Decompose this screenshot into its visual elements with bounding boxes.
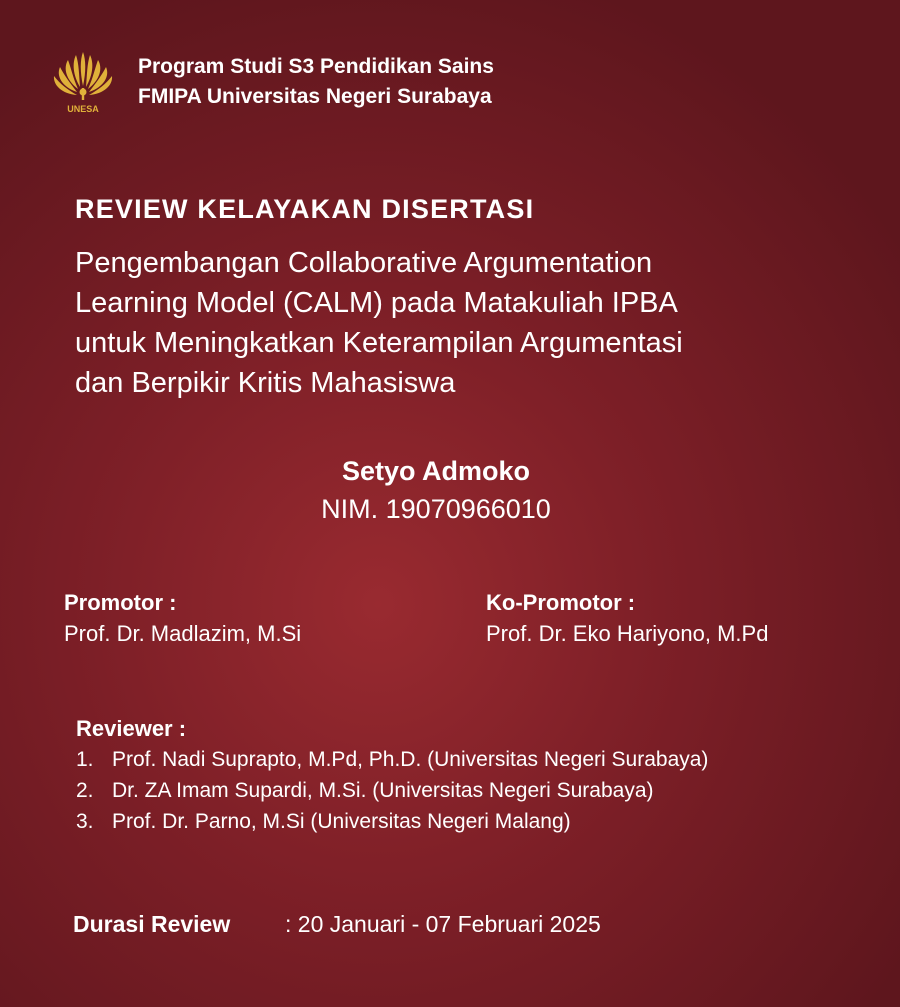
list-item [76,775,708,806]
author-nim: NIM. 19070966010 [321,494,551,524]
duration-value: : 20 Januari - 07 Februari 2025 [285,911,601,937]
unesa-logo [50,46,116,114]
reviewer-block [76,714,708,837]
reviewer-name: Prof. Dr. Parno, M.Si (Universitas Negeri Malang) [112,810,571,833]
author-block [0,452,872,528]
page-heading: REVIEW KELAYAKAN DISERTASI [75,194,535,224]
reviewer-name: Prof. Nadi Suprapto, M.Pd, Ph.D. (Universitas Negeri Surabaya) [112,748,709,771]
list-number: 2. [76,779,94,802]
reviewer-label: Reviewer : [76,716,187,741]
reviewer-name: Dr. ZA Imam Supardi, M.Si. (Universitas Negeri Surabaya) [112,779,654,802]
institution-line-2: FMIPA Universitas Negeri Surabaya [138,85,492,108]
unesa-logo-icon [50,46,116,114]
list-number: 3. [76,810,94,833]
list-item [76,744,708,775]
promotor-name: Prof. Dr. Madlazim, M.Si [64,621,302,646]
dissertation-title [75,243,835,403]
title-line: Learning Model (CALM) pada Matakuliah IPBA [75,287,678,319]
promotor-label: Promotor : [64,590,177,615]
promotor-block [64,588,301,650]
author-name: Setyo Admoko [341,456,531,486]
title-line: Pengembangan Collaborative Argumentation [75,247,653,279]
duration-label: Durasi Review [73,911,231,937]
title-line: untuk Meningkatkan Keterampilan Argumentasi [75,327,683,359]
ko-promotor-name: Prof. Dr. Eko Hariyono, M.Pd [486,621,769,646]
list-item [76,806,708,837]
review-duration [73,908,601,940]
logo-text: UNESA [67,104,99,114]
institution-line-1: Program Studi S3 Pendidikan Sains [138,55,494,78]
reviewer-list [76,744,708,837]
ko-promotor-label: Ko-Promotor : [486,590,636,615]
ko-promotor-block [486,588,768,650]
institution-header [138,52,494,112]
title-line: dan Berpikir Kritis Mahasiswa [75,367,456,399]
list-number: 1. [76,748,94,771]
